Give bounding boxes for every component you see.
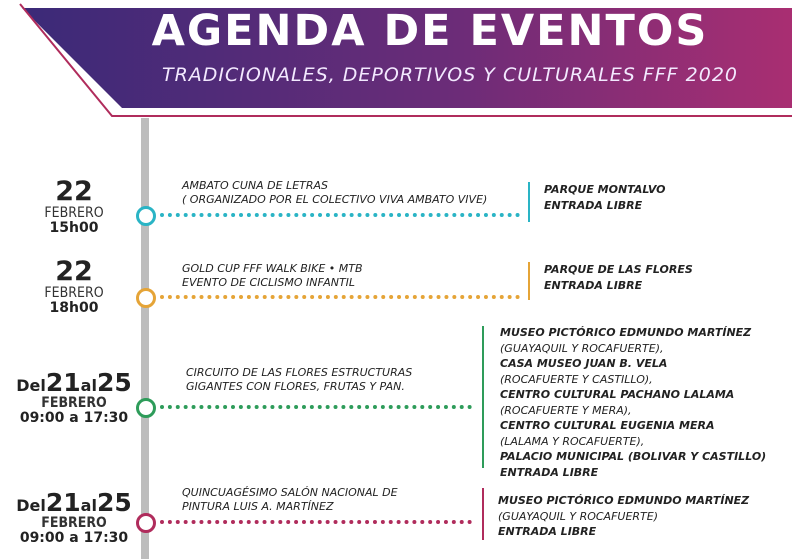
range-end: 25 — [96, 488, 132, 517]
event-date — [4, 258, 144, 316]
entry-note: ENTRADA LIBRE — [500, 465, 599, 479]
dotted-connector — [160, 405, 472, 409]
venue-name: CENTRO CULTURAL EUGENIA MERA — [500, 419, 715, 432]
entry-note: ENTRADA LIBRE — [498, 525, 597, 538]
venue-divider — [482, 326, 484, 468]
event-subtitle: ( ORGANIZADO POR EL COLECTIVO VIVA AMBATO VIVE) — [182, 193, 488, 206]
venue-address: (ROCAFUERTE Y MERA), — [500, 403, 632, 417]
dotted-connector — [160, 520, 472, 524]
range-end: 25 — [96, 368, 132, 397]
venue-name: MUSEO PICTÓRICO EDMUNDO MARTÍNEZ — [500, 326, 752, 339]
venue-name: PALACIO MUNICIPAL (BOLIVAR Y CASTILLO) — [500, 450, 767, 463]
timeline-marker — [136, 513, 156, 533]
venue-address: (GUAYAQUIL Y ROCAFUERTE) — [498, 509, 659, 523]
event-subtitle: PINTURA LUIS A. MARTÍNEZ — [182, 500, 334, 513]
venue-name: PARQUE MONTALVO — [544, 183, 666, 196]
venue-name: PARQUE DE LAS FLORES — [544, 263, 693, 276]
venue-address: (GUAYAQUIL Y ROCAFUERTE), — [500, 341, 664, 355]
venue-name: CENTRO CULTURAL PACHANO LALAMA — [500, 388, 735, 401]
event-date — [4, 370, 144, 426]
venue-divider — [482, 488, 484, 540]
entry-note: ENTRADA LIBRE — [544, 198, 643, 212]
event-time: 18h00 — [49, 300, 99, 317]
dotted-connector — [160, 213, 520, 217]
event-description — [186, 366, 412, 394]
event-day: 22 — [55, 256, 93, 287]
timeline-marker — [136, 288, 156, 308]
event-title: GOLD CUP FFF WALK BIKE • MTB — [182, 262, 363, 275]
event-date-range — [4, 370, 144, 396]
page-title: AGENDA DE EVENTOS — [151, 6, 709, 56]
venue-name: CASA MUSEO JUAN B. VELA — [500, 357, 668, 370]
range-mid: al — [80, 496, 97, 515]
event-time: 09:00 a 17:30 — [19, 409, 129, 426]
event-month: FEBRERO — [41, 515, 107, 532]
event-month: FEBRERO — [44, 205, 104, 222]
range-prefix: Del — [16, 376, 46, 395]
timeline-marker — [136, 206, 156, 226]
event-date-range — [4, 490, 144, 516]
event-title: AMBATO CUNA DE LETRAS — [182, 179, 329, 192]
event-title: QUINCUAGÉSIMO SALÓN NACIONAL DE — [182, 486, 398, 499]
venue-address: (LALAMA Y ROCAFUERTE), — [500, 434, 645, 448]
event-venues — [544, 182, 666, 213]
event-day: 22 — [55, 176, 93, 207]
event-venues — [498, 493, 749, 540]
event-time: 15h00 — [49, 220, 99, 237]
venue-address: (ROCAFUERTE Y CASTILLO), — [500, 372, 653, 386]
event-description — [182, 179, 487, 207]
venue-name: MUSEO PICTÓRICO EDMUNDO MARTÍNEZ — [498, 494, 750, 507]
entry-note: ENTRADA LIBRE — [544, 278, 643, 292]
event-date — [4, 178, 144, 236]
range-prefix: Del — [16, 496, 46, 515]
event-date — [4, 490, 144, 546]
event-venues — [500, 325, 766, 480]
event-description — [182, 486, 398, 514]
event-title: CIRCUITO DE LAS FLORES ESTRUCTURAS — [186, 366, 413, 379]
range-start: 21 — [45, 368, 81, 397]
event-subtitle: EVENTO DE CICLISMO INFANTIL — [182, 276, 356, 289]
event-subtitle: GIGANTES CON FLORES, FRUTAS Y PAN. — [186, 380, 405, 393]
range-mid: al — [80, 376, 97, 395]
range-start: 21 — [45, 488, 81, 517]
venue-divider — [528, 262, 530, 300]
event-month: FEBRERO — [41, 395, 107, 412]
venue-divider — [528, 182, 530, 222]
event-month: FEBRERO — [44, 285, 104, 302]
event-description — [182, 262, 363, 290]
page-subtitle: TRADICIONALES, DEPORTIVOS Y CULTURALES FFF 2020 — [161, 64, 738, 86]
timeline-marker — [136, 398, 156, 418]
dotted-connector — [160, 295, 520, 299]
event-time: 09:00 a 17:30 — [19, 529, 129, 546]
event-venues — [544, 262, 693, 293]
